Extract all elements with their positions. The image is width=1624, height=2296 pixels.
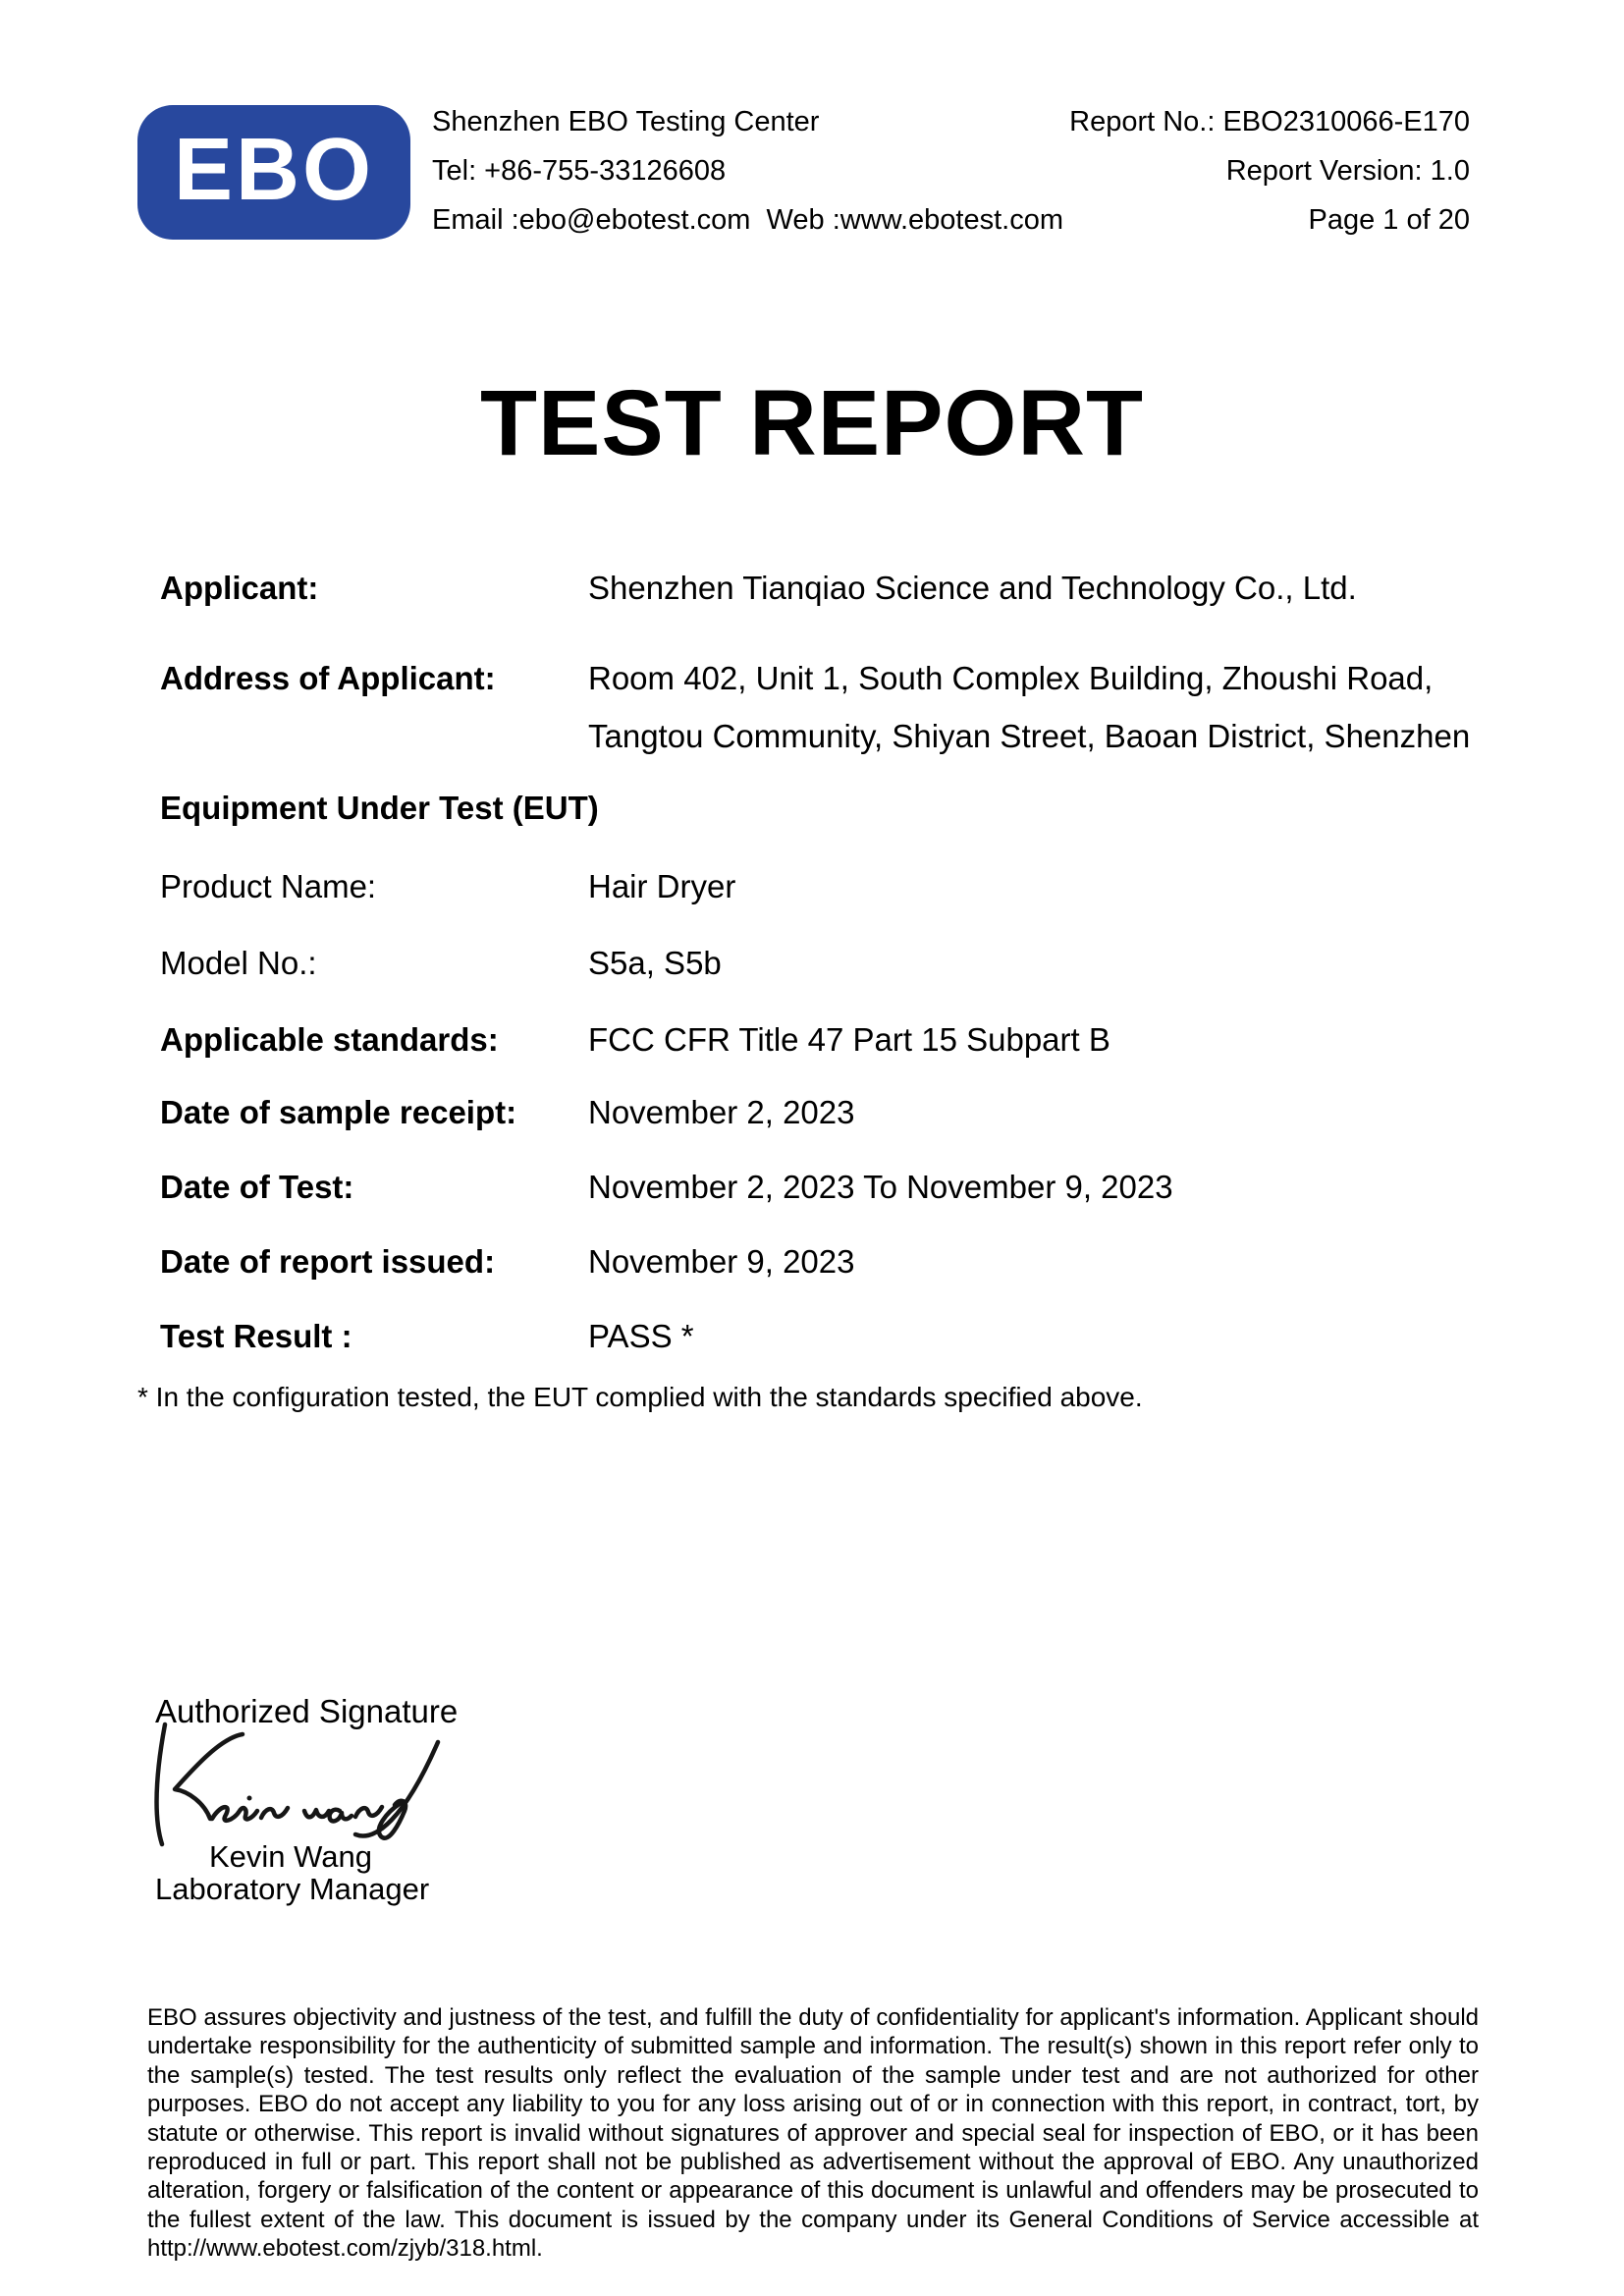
field-label-address: Address of Applicant: xyxy=(160,660,496,696)
field-row-product-name xyxy=(160,867,1491,906)
field-label-date-of-test: Date of Test: xyxy=(160,1169,354,1205)
field-row-model-no xyxy=(160,944,1491,983)
field-value-sample-receipt: November 2, 2023 xyxy=(588,1094,855,1130)
ebo-logo-text: EBO xyxy=(173,120,375,219)
pass-footnote: * In the configuration tested, the EUT complied with the standards specified above. xyxy=(137,1382,1143,1412)
field-value-product-name: Hair Dryer xyxy=(588,868,736,904)
ebo-logo xyxy=(137,105,410,240)
field-value-report-issued: November 9, 2023 xyxy=(588,1243,855,1280)
field-label-report-issued: Date of report issued: xyxy=(160,1243,496,1280)
page-number: Page 1 of 20 xyxy=(1308,204,1470,236)
signatory-title: Laboratory Manager xyxy=(155,1872,430,1906)
field-row-date-of-test xyxy=(160,1168,1491,1207)
field-label-model-no: Model No.: xyxy=(160,945,317,981)
field-value-test-result: PASS * xyxy=(588,1318,694,1354)
report-version: Report Version: 1.0 xyxy=(1225,155,1470,187)
eut-heading-label: Equipment Under Test (EUT) xyxy=(160,790,599,826)
field-label-applicant: Applicant: xyxy=(160,570,319,606)
report-title: TEST REPORT xyxy=(479,371,1145,475)
authorized-signature-label: Authorized Signature xyxy=(155,1693,459,1729)
field-value-standards: FCC CFR Title 47 Part 15 Subpart B xyxy=(588,1021,1110,1058)
field-value-date-of-test: November 2, 2023 To November 9, 2023 xyxy=(588,1169,1173,1205)
disclaimer-text: EBO assures objectivity and justness of the test, and fulfill the duty of confidentiality for applicant's information. Applicant should undertake responsibility for the authenticity of submitted sample and information. The result(s) shown in this report refer only to the sample(s) tested. The test results only reflect the evaluation of the sample under test and are not authorized for other purposes. EBO do not accept any liability to you for any loss arising out of or in connection with this report, in contract, tort, by statute or otherwise. This report is invalid without signatures of approver and special seal for inspection of EBO, or it has been reproduced in full or part. This report shall not be published as advertisement without the approval of EBO. Any unauthorized alteration, forgery or falsification of the content or appearance of this document is unlawful and offenders may be prosecuted to the fullest extent of the law. This document is issued by the company under its General Conditions of Service accessible at http://www.ebotest.com/zjyb/318.html. xyxy=(147,2004,1479,2263)
section-heading-eut xyxy=(160,789,599,828)
field-row-standards xyxy=(160,1020,1491,1060)
field-value-address: Room 402, Unit 1, South Complex Building, Zhoushi Road, Tangtou Community, Shiyan Street, Baoan District, Shenzhen xyxy=(588,660,1471,754)
handwritten-signature-icon xyxy=(147,1721,471,1858)
field-row-address xyxy=(160,649,1491,765)
company-email-web: Email :ebo@ebotest.com Web :www.ebotest.com xyxy=(432,204,1064,236)
field-row-applicant xyxy=(160,569,1491,608)
field-value-model-no: S5a, S5b xyxy=(588,945,722,981)
field-row-report-issued xyxy=(160,1242,1491,1282)
field-value-applicant: Shenzhen Tianqiao Science and Technology Co., Ltd. xyxy=(588,570,1357,606)
field-row-sample-receipt xyxy=(160,1093,1491,1132)
field-row-test-result xyxy=(160,1317,1491,1356)
field-label-product-name: Product Name: xyxy=(160,868,377,904)
report-number: Report No.: EBO2310066-E170 xyxy=(1069,106,1470,137)
field-label-standards: Applicable standards: xyxy=(160,1021,499,1058)
company-tel: Tel: +86-755-33126608 xyxy=(432,155,727,187)
field-label-test-result: Test Result : xyxy=(160,1318,352,1354)
signatory-name: Kevin Wang xyxy=(209,1839,372,1874)
field-label-sample-receipt: Date of sample receipt: xyxy=(160,1094,517,1130)
company-name: Shenzhen EBO Testing Center xyxy=(432,106,820,137)
